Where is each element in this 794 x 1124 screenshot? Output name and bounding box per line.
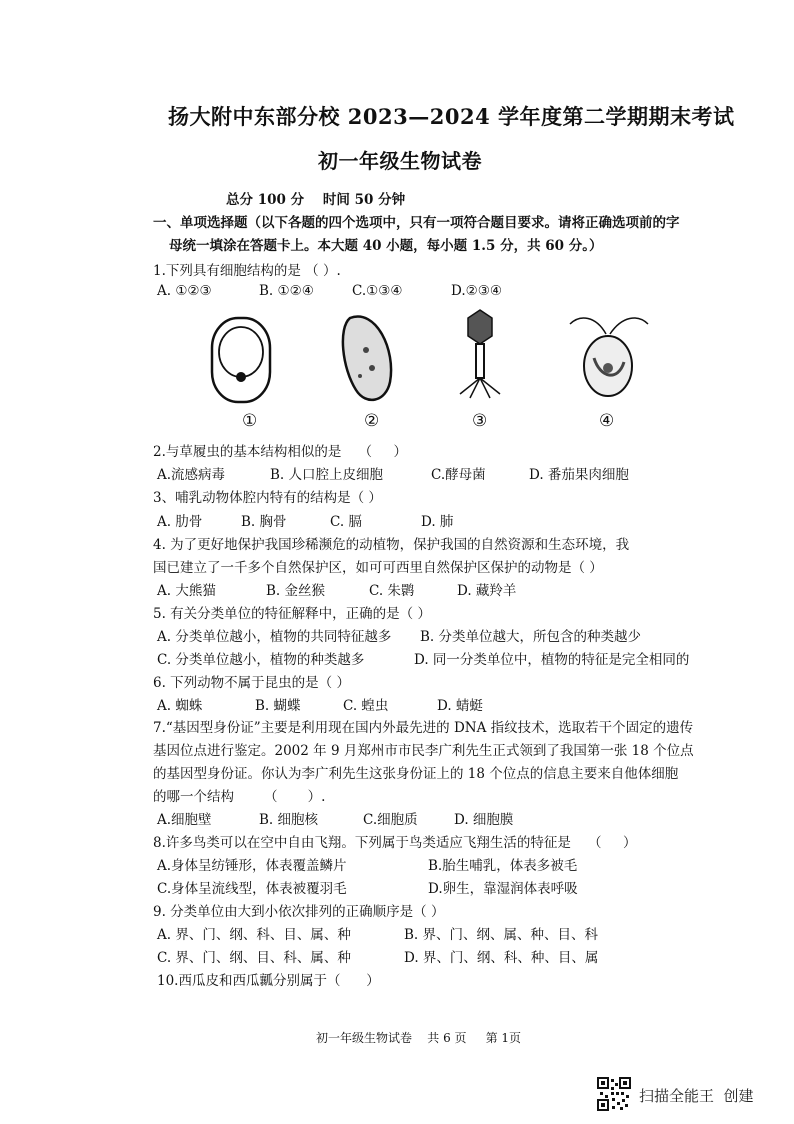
q3-option-c: C. 膈 [330, 514, 362, 530]
q7-stem-line4: 的哪一个结构 （ ）. [153, 789, 326, 805]
section-instruction-line1: 一、单项选择题（以下各题的四个选项中，只有一项符合题目要求。请将正确选项前的字 [153, 215, 680, 231]
q9-option-b: B. 界、门、纲、属、种、目、科 [404, 927, 599, 943]
q9-option-a: A. 界、门、纲、科、目、属、种 [157, 927, 351, 943]
q3-option-b: B. 胸骨 [241, 514, 287, 530]
q2-stem: 2.与草履虫的基本结构相似的是 （ ） [153, 444, 408, 460]
q5-option-a: A. 分类单位越小，植物的共同特征越多 [157, 629, 392, 645]
q8-option-d: D.卵生，靠湿润体表呼吸 [428, 881, 578, 897]
q5-option-c: C. 分类单位越小，植物的种类越多 [157, 652, 365, 668]
q6-option-d: D. 蜻蜓 [437, 698, 483, 714]
figure-label-3: ③ [472, 411, 488, 431]
section-instruction-line2: 母统一填涂在答题卡上。本大题 40 小题，每小题 1.5 分，共 60 分。） [169, 238, 603, 254]
q4-stem-line1: 4. 为了更好地保护我国珍稀濒危的动植物，保护我国的自然资源和生态环境，我 [153, 537, 630, 553]
q1-option-b: B. ①②④ [259, 283, 314, 299]
q1-option-a: A. ①②③ [157, 283, 212, 299]
page-footer: 初一年级生物试卷 共 6 页 第 1页 [316, 1031, 522, 1045]
q1-option-d: D.②③④ [451, 283, 502, 299]
exam-meta: 总分 100 分 时间 50 分钟 [226, 192, 406, 208]
q2-option-c: C.酵母菌 [431, 467, 486, 483]
q6-option-a: A. 蜘蛛 [157, 698, 203, 714]
camscanner-watermark: 扫描全能王 创建 [639, 1087, 754, 1105]
q5-option-d: D. 同一分类单位中，植物的特征是完全相同的 [414, 652, 690, 668]
q7-stem-line3: 的基因型身份证。你认为李广利先生这张身份证上的 18 个位点的信息主要来自他体细胞 [153, 766, 679, 782]
exam-title: 扬大附中东部分校 2023—2024 学年度第二学期期末考试 [168, 104, 735, 129]
q6-stem: 6. 下列动物不属于昆虫的是（ ） [153, 675, 350, 691]
q7-stem-line2: 基因位点进行鉴定。2002 年 9 月郑州市市民李广利先生正式领到了我国第一张 18 个位点 [153, 743, 694, 759]
q2-option-a: A.流感病毒 [157, 467, 226, 483]
q8-stem: 8.许多鸟类可以在空中自由飞翔。下列属于鸟类适应飞翔生活的特征是 （ ） [153, 835, 637, 851]
q9-stem: 9. 分类单位由大到小依次排列的正确顺序是（ ） [153, 904, 445, 920]
q8-option-c: C.身体呈流线型，体表被覆羽毛 [157, 881, 347, 897]
q4-option-d: D. 藏羚羊 [457, 583, 517, 599]
figure-label-1: ① [242, 411, 258, 431]
q2-option-d: D. 番茄果肉细胞 [529, 467, 629, 483]
q1-stem: 1.下列具有细胞结构的是 （ ）. [153, 263, 341, 279]
q7-option-c: C.细胞质 [363, 812, 418, 828]
cell-figure-1 [204, 312, 280, 408]
q6-option-b: B. 蝴蝶 [255, 698, 301, 714]
virus-figure-3 [454, 308, 506, 402]
figure-label-4: ④ [599, 411, 615, 431]
q10-stem: 10.西瓜皮和西瓜瓤分别属于（ ） [157, 973, 380, 989]
q4-option-a: A. 大熊猫 [157, 583, 216, 599]
q4-option-c: C. 朱鹮 [369, 583, 415, 599]
q2-option-b: B. 人口腔上皮细胞 [270, 467, 384, 483]
q4-stem-line2: 国已建立了一千多个自然保护区，如可可西里自然保护区保护的动物是（ ） [153, 560, 603, 576]
paramecium-figure-2 [336, 310, 402, 408]
q7-option-d: D. 细胞膜 [454, 812, 514, 828]
q5-option-b: B. 分类单位越大，所包含的种类越少 [420, 629, 642, 645]
q5-stem: 5. 有关分类单位的特征解释中，正确的是（ ） [153, 606, 431, 622]
q6-option-c: C. 蝗虫 [343, 698, 389, 714]
q8-option-b: B.胎生哺乳，体表多被毛 [428, 858, 578, 874]
q4-option-b: B. 金丝猴 [266, 583, 326, 599]
qr-code-icon [597, 1077, 631, 1111]
q9-option-c: C. 界、门、纲、目、科、属、种 [157, 950, 351, 966]
q3-option-d: D. 肺 [421, 514, 454, 530]
q8-option-a: A.身体呈纺锤形，体表覆盖鳞片 [157, 858, 347, 874]
q9-option-d: D. 界、门、纲、科、种、目、属 [404, 950, 599, 966]
q7-option-a: A.细胞壁 [157, 812, 212, 828]
figure-label-2: ② [364, 411, 380, 431]
q3-stem: 3、哺乳动物体腔内特有的结构是（ ） [153, 490, 382, 506]
q7-stem-line1: 7.“基因型身份证”主要是利用现在国内外最先进的 DNA 指纹技术，选取若干个固定的遗传 [153, 720, 694, 736]
chlamydomonas-figure-4 [566, 306, 652, 406]
exam-subtitle: 初一年级生物试卷 [318, 149, 482, 173]
q7-option-b: B. 细胞核 [259, 812, 319, 828]
q1-option-c: C.①③④ [352, 283, 403, 299]
q3-option-a: A. 肋骨 [157, 514, 203, 530]
